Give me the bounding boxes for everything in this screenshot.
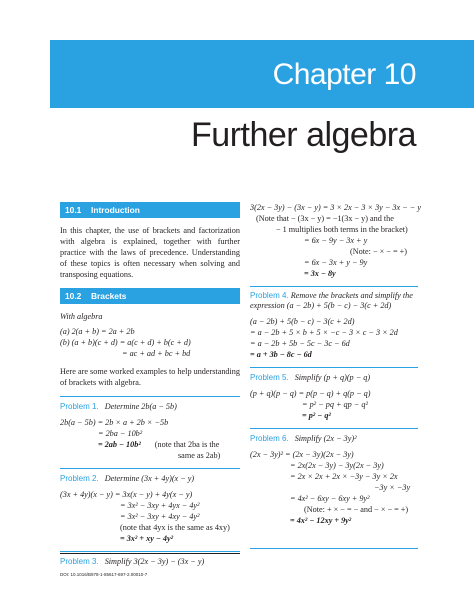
solution-result: = 2ab − 10b² [98, 440, 141, 449]
solution-line: 2b(a − 5b) = 2b × a + 2b × −5b [60, 418, 169, 427]
solution-note: (Note: − × − = +) [350, 247, 407, 256]
solution-line: (2x − 3y)² = (2x − 3y)(2x − 3y) [250, 450, 354, 459]
column-end-rule [250, 548, 418, 549]
problem-statement: Determine 2b(a − 5b) [104, 402, 177, 411]
solution-note: same as 2ab) [178, 451, 221, 460]
problem-statement: Simplify (p + q)(p − q) [294, 373, 371, 382]
solution-line: = a − 2b + 5 × b + 5 × −c − 3 × c − 3 × 2d [250, 328, 398, 337]
solution-line: = 6x − 3x + y − 9y [304, 258, 368, 267]
bracket-rule-a: (a) 2(a + b) = 2a + 2b [60, 327, 135, 336]
solution-note: (Note that − (3x − y) = −1(3x − y) and the [256, 214, 394, 223]
solution-line: 3(2x − 3y) − (3x − y) = 3 × 2x − 3 × 3y − 3x − − y [250, 203, 421, 212]
right-column [250, 202, 421, 526]
solution-note: (note that 2ba is the [154, 440, 220, 449]
solution-line: = a − 2b + 5b − 5c − 3c − 6d [250, 339, 350, 348]
chapter-banner [50, 40, 474, 108]
solution-line: (p + q)(p − q) = p(p − q) + q(p − q) [250, 389, 371, 398]
left-column [60, 202, 240, 572]
worked-examples-intro: Here are some worked examples to help understanding of brackets with algebra. [60, 367, 240, 387]
solution-note: (Note: + × − = − and − × − = +) [304, 505, 409, 514]
brackets-intro: With algebra [60, 312, 103, 321]
problem-label: Problem 6. [250, 434, 289, 443]
solution-line: = 2x × 2x + 2x × −3y − 3y × 2x [290, 472, 398, 481]
solution-note: (note that 4yx is the same as 4xy) [120, 523, 230, 532]
section-heading-brackets [60, 288, 240, 304]
section-heading-introduction [60, 202, 240, 218]
chapter-title: Further algebra [191, 116, 416, 154]
solution-line: = 3x² − 3xy + 4yx − 4y² [120, 501, 200, 510]
solution-result: = p² − q² [302, 411, 331, 420]
introduction-paragraph: In this chapter, the use of brackets and factorization with algebra is explained, together with further practice with the laws of precedence. Understanding of these topics is often necessary when solving and transposing equations. [60, 226, 240, 279]
problem-label: Problem 2. [60, 474, 99, 483]
problem-6 [250, 428, 418, 444]
problem-statement: Remove the brackets and simplify the expression (a − 2b) + 5(b − c) − 3(c + 2d) [250, 291, 413, 310]
doi-footer: DOI: 10.1016/B978-1-85617-697-2.00010-7 [60, 572, 148, 577]
solution-line: = 2ba − 10b² [98, 429, 143, 438]
solution-line: = 6x − 9y − 3x + y [304, 236, 368, 245]
section-title: Brackets [91, 291, 127, 301]
chapter-number: Chapter 10 [272, 58, 416, 91]
problem-1 [60, 396, 240, 412]
problem-2 [60, 468, 240, 484]
section-title: Introduction [91, 205, 140, 215]
problem-label: Problem 4. [250, 291, 289, 300]
solution-line-with-note [60, 439, 240, 450]
problem-5 [250, 367, 418, 383]
problem-statement: Simplify (2x − 3y)² [294, 434, 357, 443]
problem-statement: Determine (3x + 4y)(x − y) [104, 474, 195, 483]
solution-line: = p² − pq + qp − q² [302, 400, 368, 409]
footnote-rule [60, 553, 240, 554]
problem-statement: Simplify 3(2x − 3y) − (3x − y) [104, 557, 205, 566]
problem-label: Problem 3. [60, 557, 99, 566]
problem-4 [250, 286, 418, 311]
bracket-rule-b-result: = ac + ad + bc + bd [122, 349, 191, 358]
solution-result: = a + 3b − 8c − 6d [250, 350, 312, 359]
problem-label: Problem 5. [250, 373, 289, 382]
bracket-rule-b: (b) (a + b)(c + d) = a(c + d) + b(c + d) [60, 338, 191, 347]
solution-note: − 1 multiplies both terms in the bracket) [276, 225, 408, 234]
solution-line: = 2x(2x − 3y) − 3y(2x − 3y) [290, 461, 384, 470]
solution-line: = 4x² − 6xy − 6xy + 9y² [290, 494, 370, 503]
solution-result: = 3x − 8y [304, 269, 336, 278]
solution-line: = 3x² − 3xy + 4xy − 4y² [120, 512, 200, 521]
solution-line: (3x + 4y)(x − y) = 3x(x − y) + 4y(x − y) [60, 490, 193, 499]
solution-line: −3y × −3y [374, 483, 411, 492]
problem-label: Problem 1. [60, 402, 99, 411]
solution-result: = 4x² − 12xy + 9y² [290, 516, 352, 525]
section-number: 10.2 [65, 291, 82, 301]
solution-line: (a − 2b) + 5(b − c) − 3(c + 2d) [250, 317, 355, 326]
section-number: 10.1 [65, 205, 82, 215]
solution-result: = 3x² + xy − 4y² [120, 534, 174, 543]
